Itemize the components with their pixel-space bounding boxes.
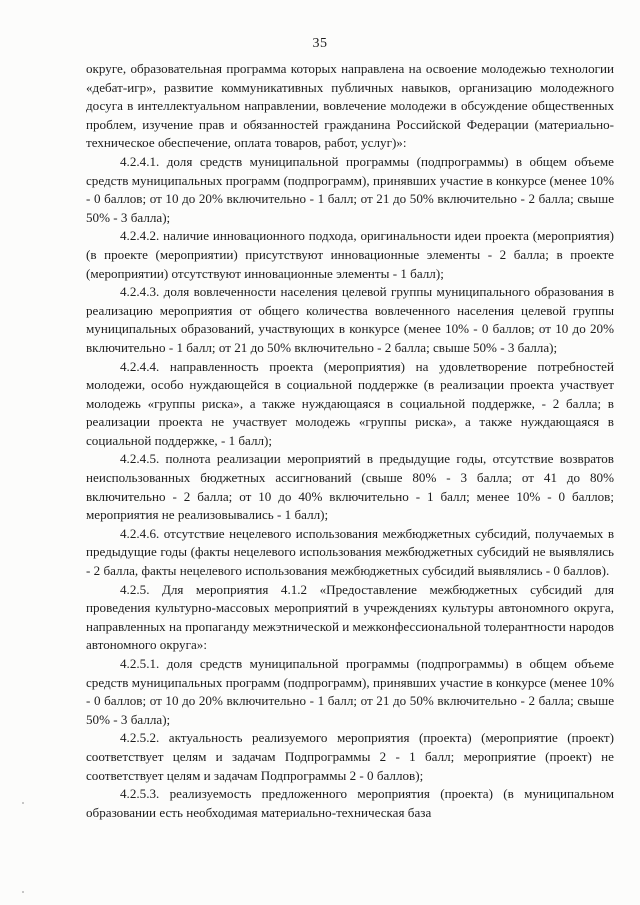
paragraph-continuation: округе, образовательная программа которых направлена на освоение молодежью технологии «дебат-игр», развитие коммуникативных публичных навыков, организацию молодежного досуга в интеллектуальном направлении, вовлечение молодежи в обсуждение общественных проблем, изучение прав и обязанностей гражданина Российской Федерации (материально-техническое обеспечение, оплата товаров, работ, услуг)»: [86,61,614,151]
paragraph-4-2-4-4: 4.2.4.4. направленность проекта (мероприятия) на удовлетворение потребностей молодежи, особо нуждающейся в социальной поддержке (в реализации проекта участвует молодежь «группы риска», а также нуждающаяся в социальной поддержке, - 2 балла; в реализации проекта не участвует молодежь «группы риска», а также нуждающаяся в социальной поддержке, - 1 балл); [86,358,614,448]
paragraph-4-2-4-1: 4.2.4.1. доля средств муниципальной программы (подпрограммы) в общем объеме средств муниципальных программ (подпрограмм), принявших участие в конкурсе (менее 10% - 0 баллов; от 10 до 20% включительно - 1 балл; от 21 до 50% включительно - 2 балла; свыше 50% - 3 балла); [86,153,614,225]
paragraph-4-2-4-2: 4.2.4.2. наличие инновационного подхода, оригинальности идеи проекта (мероприятия) (в проекте (мероприятии) присутствуют инновационные элементы - 2 балла; в проекте (мероприятии) отсутствуют инновационные элементы - 1 балл); [86,228,614,281]
scan-speck [22,891,24,893]
paragraph-4-2-5-3: 4.2.5.3. реализуемость предложенного мероприятия (проекта) (в муниципальном образовании есть необходимая материально-техническая база [86,786,614,820]
paragraph-4-2-4-5: 4.2.4.5. полнота реализации мероприятий в предыдущие годы, отсутствие возвратов неиспользованных бюджетных ассигнований (свыше 80% - 3 балла; от 41 до 80% включительно - 2 балла; от 10 до 40% включительно - 1 балл; менее 10% - 0 баллов; мероприятия не реализовывались - 1 балл); [86,451,614,523]
paragraph-4-2-5-1: 4.2.5.1. доля средств муниципальной программы (подпрограммы) в общем объеме средств муниципальных программ (подпрограмм), принявших участие в конкурсе (менее 10% - 0 баллов; от 10 до 20% включительно - 1 балл; от 21 до 50% включительно - 2 балла; свыше 50% - 3 балла); [86,656,614,727]
page-number: 35 [312,36,328,51]
body-text [86,60,614,822]
paragraph-4-2-5: 4.2.5. Для мероприятия 4.1.2 «Предоставление межбюджетных субсидий для проведения культурно-массовых мероприятий в учреждениях культуры автономного округа, направленных на пропаганду межэтнической и межконфессиональной толерантности народов автономного округа»: [86,581,614,653]
paragraph-4-2-4-6: 4.2.4.6. отсутствие нецелевого использования межбюджетных субсидий, получаемых в предыдущие годы (факты нецелевого использования межбюджетных субсидий не выявлялись - 2 балла, факты нецелевого использования межбюджетных субсидий выявлялись - 0 баллов). [86,525,614,579]
paragraph-4-2-5-2: 4.2.5.2. актуальность реализуемого мероприятия (проекта) (мероприятие (проект) соответствует целям и задачам Подпрограммы 2 - 1 балл; мероприятие (проект) не соответствует целям и задачам Подпрограммы 2 - 0 баллов); [86,730,614,783]
paragraph-4-2-4-3: 4.2.4.3. доля вовлеченности населения целевой группы муниципального образования в реализацию мероприятия от общего количества вовлеченного населения целевой группы муниципальных образований, участвующих в конкурсе (менее 10% - 0 баллов; от 10 до 20% включительно - 1 балл; от 21 до 50% включительно - 2 балла; свыше 50% - 3 балла); [86,284,614,355]
scan-speck [22,802,24,804]
